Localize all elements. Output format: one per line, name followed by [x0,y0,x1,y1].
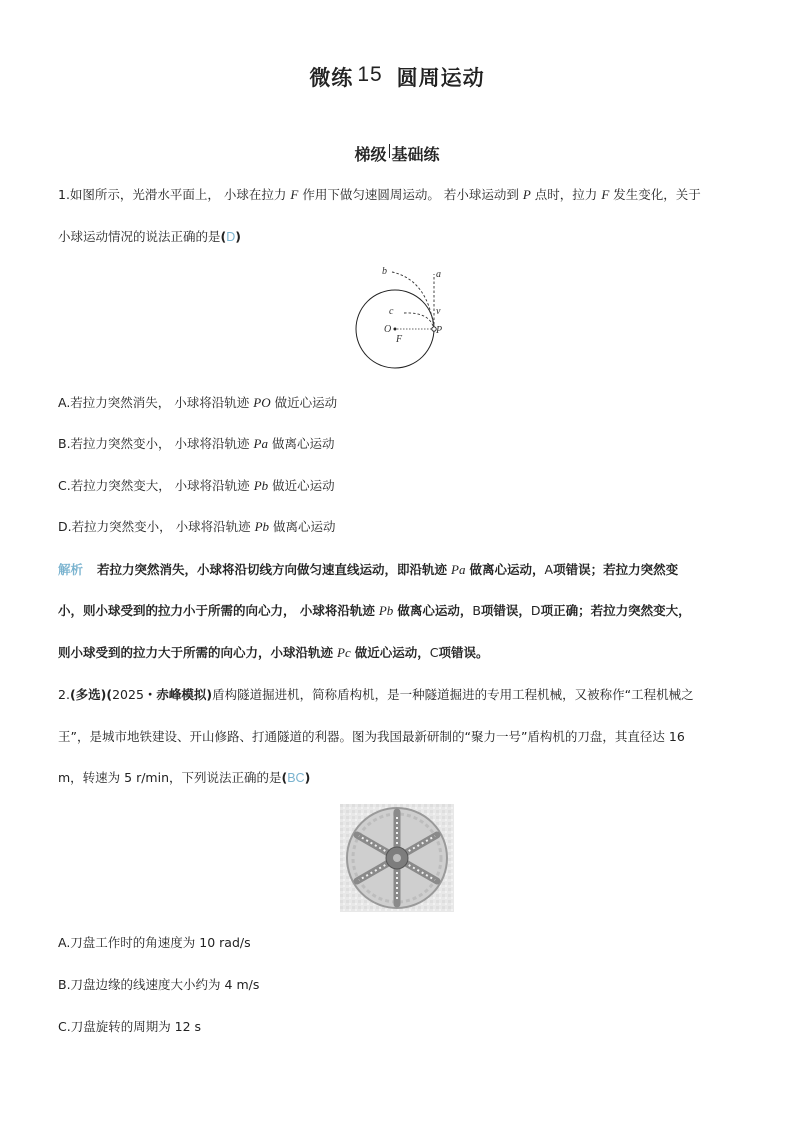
q1-stem-a: 1.如图所示，光滑水平面上， 小球在拉力 [58,187,287,202]
section-right: 基础练 [391,145,440,164]
title-number: 15 [357,63,383,86]
title-name: 圆周运动 [396,66,485,90]
q1-answer: D [226,230,236,244]
center-point [394,328,397,331]
q2-stem-line3: m，转速为 5 r/min，下列说法正确的是(BC) [58,770,311,785]
trajectory-b [392,272,434,329]
q1-analysis-line3: 则小球受到的拉力大于所需的向心力，小球沿轨迹 Pc 做近心运动，C项错误。 [58,645,489,660]
label-v: v [436,306,441,317]
section-divider [389,144,390,158]
section-left: 梯级 [354,145,387,164]
trajectory-c [404,313,433,326]
circular-motion-figure [340,262,460,374]
q2-source: ・赤峰模拟) [143,687,213,702]
q2-option-c[interactable]: C.刀盘旋转的周期为 12 s [58,1019,202,1034]
q2-stem-line1: 2.(多选)(2025・赤峰模拟)盾构隧道掘进机，简称盾构机，是一种隧道掘进的专用工程机械，又被称作“工程机械之 [58,687,694,702]
q1-option-a[interactable]: A.若拉力突然消失， 小球将沿轨迹 PO 做近心运动 [58,395,338,410]
section-heading [0,142,794,165]
q2-number: 2. [58,687,70,702]
label-p: P [436,325,443,336]
q1-var-f2: F [601,187,610,202]
q1-analysis-line2: 小，则小球受到的拉力小于所需的向心力， 小球将沿轨迹 Pb 做离心运动，B项错误，D项正确；若拉力突然变大， [58,603,691,618]
q1-stem-b: 作用下做匀速圆周运动。 若小球运动到 [302,187,519,202]
q1-option-d[interactable]: D.若拉力突然变小， 小球将沿轨迹 Pb 做离心运动 [58,519,336,534]
q2-stem-line2: 王”，是城市地铁建设、开山修路、打通隧道的利器。图为我国最新研制的“聚力一号”盾构机的刀盘，其直径达 16 [58,729,685,744]
cutter-head-photo [340,804,454,912]
q1-stem-d: 发生变化，关于 [613,187,701,202]
q1-paren-close: ) [235,229,241,244]
label-c: c [389,306,394,317]
q1-stem2: 小球运动情况的说法正确的是 [58,229,221,244]
q2-answer: BC [287,771,305,785]
q1-stem-c: 点时，拉力 [534,187,598,202]
label-f: F [396,334,403,345]
q2-option-b[interactable]: B.刀盘边缘的线速度大小约为 4 m/s [58,977,260,992]
analysis-tag: 解析 [58,562,84,577]
q1-stem-line2 [58,227,241,245]
q1-analysis-line1: 解析 若拉力突然消失，小球将沿切线方向做匀速直线运动，即沿轨迹 Pa 做离心运动，A项错误；若拉力突然变 [58,562,679,577]
label-b: b [382,266,387,277]
q1-option-c[interactable]: C.若拉力突然变大， 小球将沿轨迹 Pb 做近心运动 [58,478,335,493]
label-a: a [436,269,441,280]
q2-option-a[interactable]: A.刀盘工作时的角速度为 10 rad/s [58,935,251,950]
q1-stem-line1 [58,185,701,203]
label-o: O [384,324,392,335]
q1-paren-open: ( [220,229,227,244]
page-title [0,62,794,92]
q1-option-b[interactable]: B.若拉力突然变小， 小球将沿轨迹 Pa 做离心运动 [58,436,335,451]
q1-var-f: F [290,187,299,202]
title-prefix: 微练 [309,66,354,90]
q1-var-p: P [522,187,531,202]
q2-tag: (多选) [69,687,107,702]
